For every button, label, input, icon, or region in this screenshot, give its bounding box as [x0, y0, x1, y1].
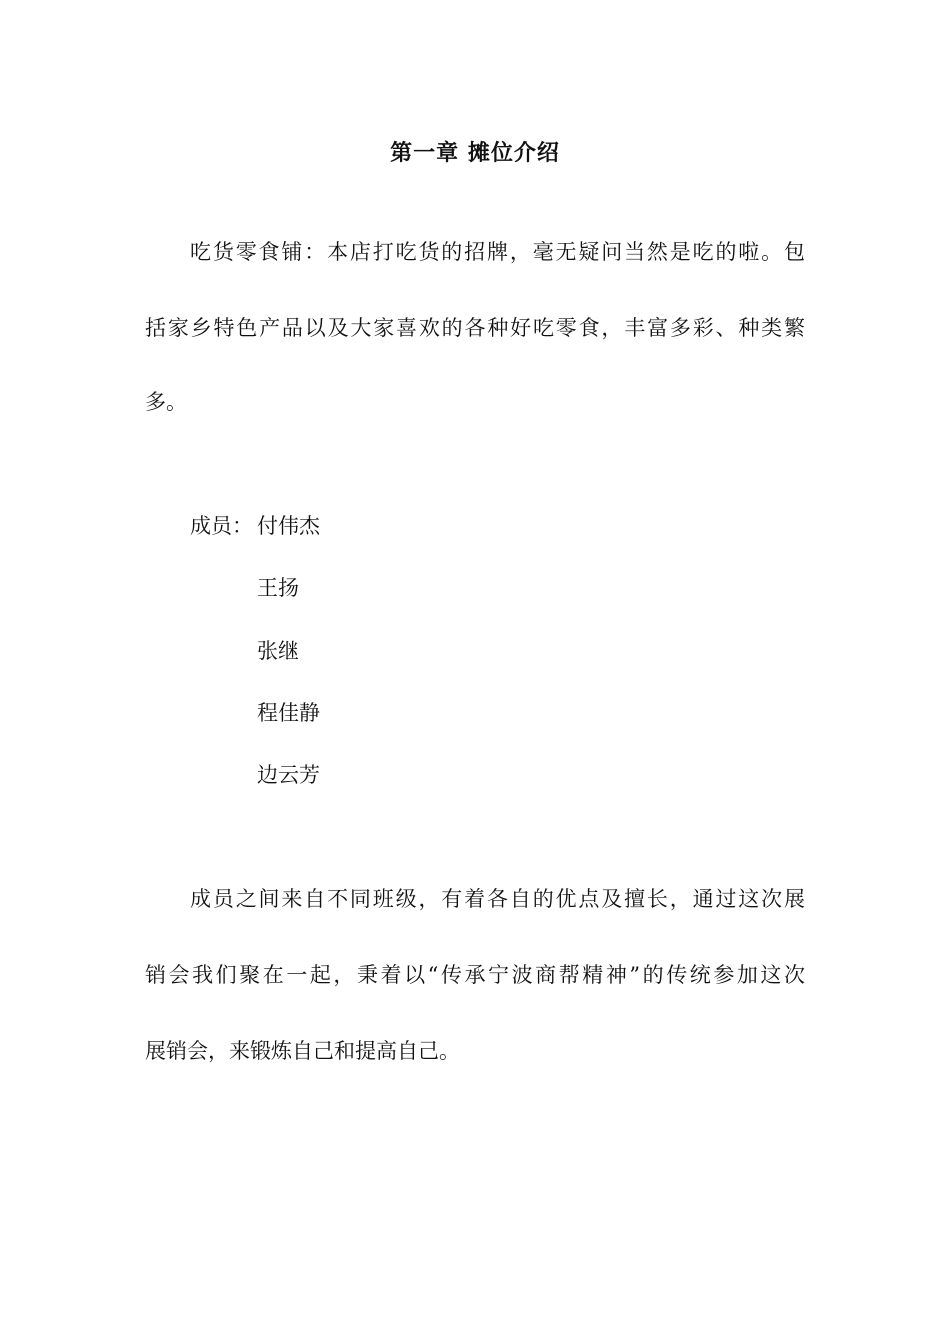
closing-line-2: 销会我们聚在一起，秉着以“传承宁波商帮精神”的传统参加这次: [145, 963, 805, 987]
intro-line-1: 吃货零食铺：本店打吃货的招牌，毫无疑问当然是吃的啦。包: [190, 240, 805, 264]
intro-line-2: 括家乡特色产品以及大家喜欢的各种好吃零食，丰富多彩、种类繁: [145, 316, 805, 340]
members-label: 成员：: [190, 514, 253, 538]
intro-line-3: 多。: [145, 390, 187, 414]
member-name-4: 程佳静: [257, 701, 320, 725]
member-name-5: 边云芳: [257, 763, 320, 787]
closing-line-3: 展销会，来锻炼自己和提高自己。: [145, 1039, 460, 1063]
member-name-3: 张继: [257, 639, 299, 663]
chapter-title: 第一章 摊位介绍: [390, 141, 560, 166]
closing-line-1: 成员之间来自不同班级，有着各自的优点及擅长，通过这次展: [190, 887, 805, 911]
member-name-1: 付伟杰: [257, 514, 320, 538]
member-name-2: 王扬: [257, 576, 299, 600]
